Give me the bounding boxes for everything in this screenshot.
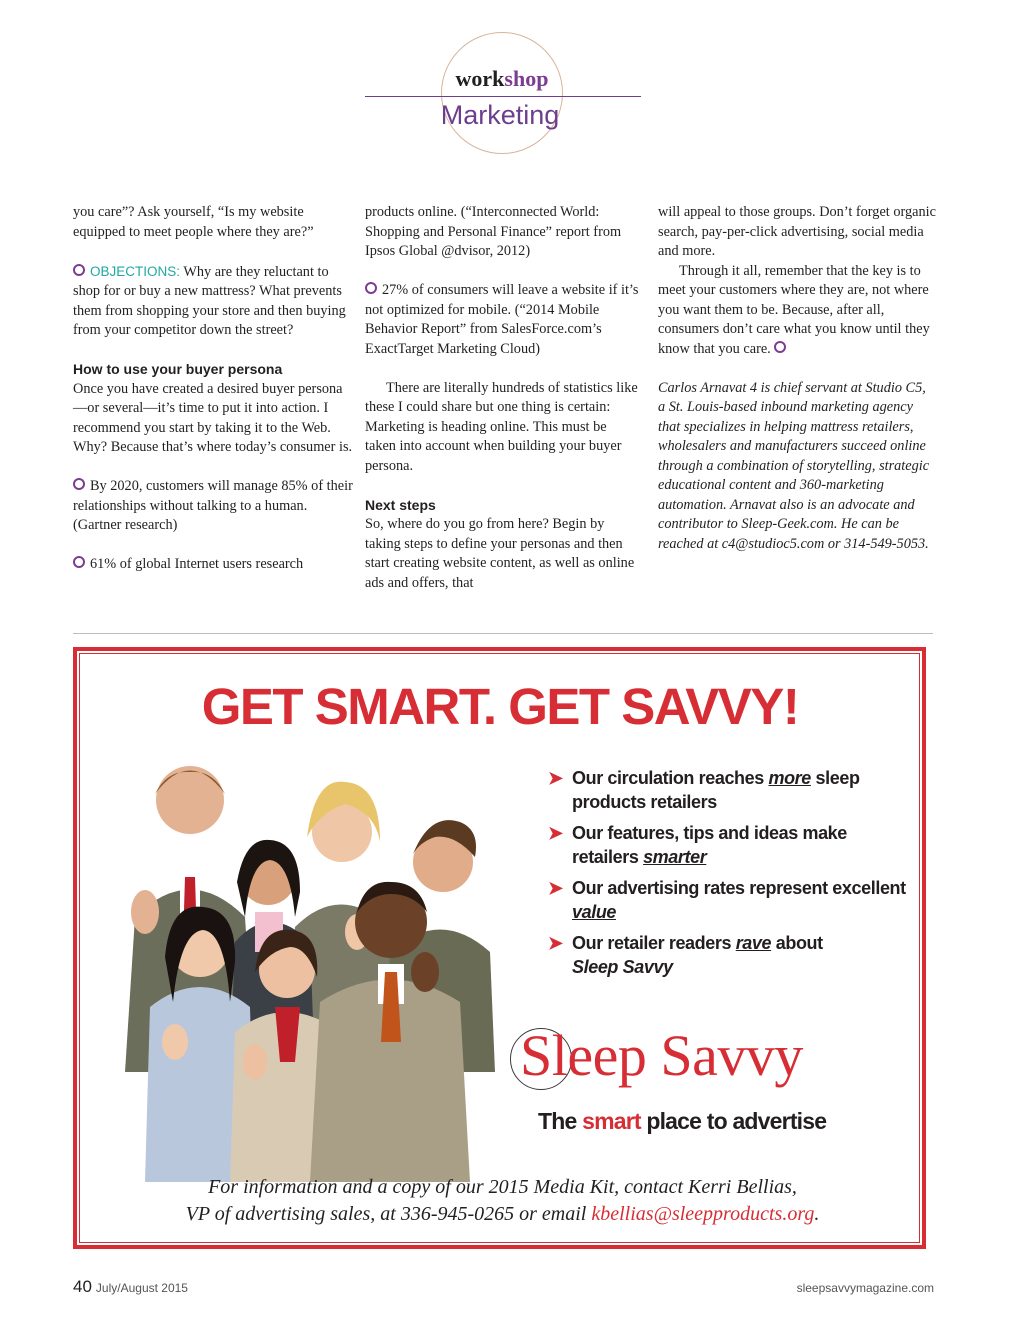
article-column-2 — [365, 203, 640, 593]
paragraph: Through it all, remember that the key is to meet your customers where they are, not where you want them to be. Because, after all, consumers don’t care what you know until they know that you care. — [658, 262, 930, 357]
workshop-kicker: workshop — [455, 66, 549, 91]
bullet-ring-icon — [73, 556, 85, 568]
section-divider — [73, 633, 933, 634]
page-number: 40 — [73, 1277, 92, 1296]
contact-email-link[interactable]: kbellias@sleepproducts.org — [591, 1203, 815, 1225]
list-item: ➤ Our circulation reaches more sleep products retailers — [548, 768, 860, 812]
ad-benefits-list — [548, 766, 908, 986]
paragraph: you care”? Ask yourself, “Is my website equipped to meet people where they are?” — [73, 204, 314, 240]
end-ring-icon — [774, 341, 786, 353]
ad-headline: GET SMART. GET SAVVY! — [201, 678, 799, 735]
paragraph: 27% of consumers will leave a website if it’s not optimized for mobile. (“2014 Mobile Behavior Report” from SalesForce.com’s ExactTarget Marketing Cloud) — [365, 282, 639, 357]
article-column-1 — [73, 203, 353, 575]
arrow-bullet-icon: ➤ — [548, 768, 563, 788]
arrow-bullet-icon: ➤ — [548, 878, 563, 898]
paragraph: 61% of global Internet users research — [73, 555, 353, 575]
subheading: Next steps — [365, 496, 436, 513]
article-column-3 — [658, 203, 936, 554]
section-title: Marketing — [440, 100, 560, 130]
author-bio: Carlos Arnavat 4 is chief servant at Studio C5, a St. Louis-based inbound marketing agency that specializes in helping mattress retailers, wholesalers and manufacturers succeed online through a combination of storytelling, strategic educational content and 360-marketing automation. Arnavat also is an advocate and contributor to Sleep-Geek.com. He can be reached at c4@studioc5.com or 314-549-5053. — [658, 379, 930, 552]
header-circle — [441, 32, 563, 154]
list-item: ➤ Our retailer readers rave about Sleep Savvy — [548, 933, 823, 977]
sleep-savvy-logo: Sleep Savvy — [520, 1023, 803, 1088]
objections-label: OBJECTIONS: — [90, 263, 181, 279]
header-rule — [365, 96, 641, 97]
bullet-ring-icon — [73, 264, 85, 276]
arrow-bullet-icon: ➤ — [548, 823, 563, 843]
paragraph: Once you have created a desired buyer persona—or several—it’s time to put it into action. I recommend you start by taking it to the Web. Why? Because that’s where today’s consumer is. — [73, 380, 353, 455]
ad-tagline: The smart place to advertise — [538, 1108, 827, 1134]
arrow-bullet-icon: ➤ — [548, 933, 563, 953]
paragraph: By 2020, customers will manage 85% of their relationships without talking to a human. (Gartner research) — [73, 478, 353, 533]
website-url: sleepsavvymagazine.com — [796, 1281, 934, 1295]
paragraph: will appeal to those groups. Don’t forget organic search, pay-per-click advertising, social media and more. — [658, 204, 936, 259]
paragraph: OBJECTIONS: Why are they reluctant to shop for or buy a new mattress? What prevents them from shopping your store and then buying from your competitor down the street? — [73, 263, 346, 338]
paragraph: There are literally hundreds of statistics like these I could share but one thing is certain: Marketing is heading online. This must be taken into account when building your buyer persona. — [365, 379, 638, 474]
paragraph: So, where do you go from here? Begin by taking steps to define your personas and then start creating website content, as well as online ads and offers, that — [365, 516, 635, 591]
subheading: How to use your buyer persona — [73, 361, 283, 377]
ad-contact-info: For information and a copy of our 2015 Media Kit, contact Kerri Bellias, VP of advertising sales, at 336-945-0265 or email kbellias@sleepproducts.org. — [185, 1176, 820, 1225]
business-people-photo — [95, 742, 515, 1182]
bullet-ring-icon — [365, 282, 377, 294]
list-item: ➤ Our features, tips and ideas make retailers smarter — [548, 823, 847, 867]
list-item: ➤ Our advertising rates represent excellent value — [548, 878, 906, 922]
bullet-ring-icon — [73, 478, 85, 490]
paragraph: products online. (“Interconnected World: Shopping and Personal Finance” report from Ipsos Global @dvisor, 2012) — [365, 204, 622, 259]
issue-date: July/August 2015 — [95, 1281, 188, 1295]
page-folio — [73, 1277, 188, 1298]
